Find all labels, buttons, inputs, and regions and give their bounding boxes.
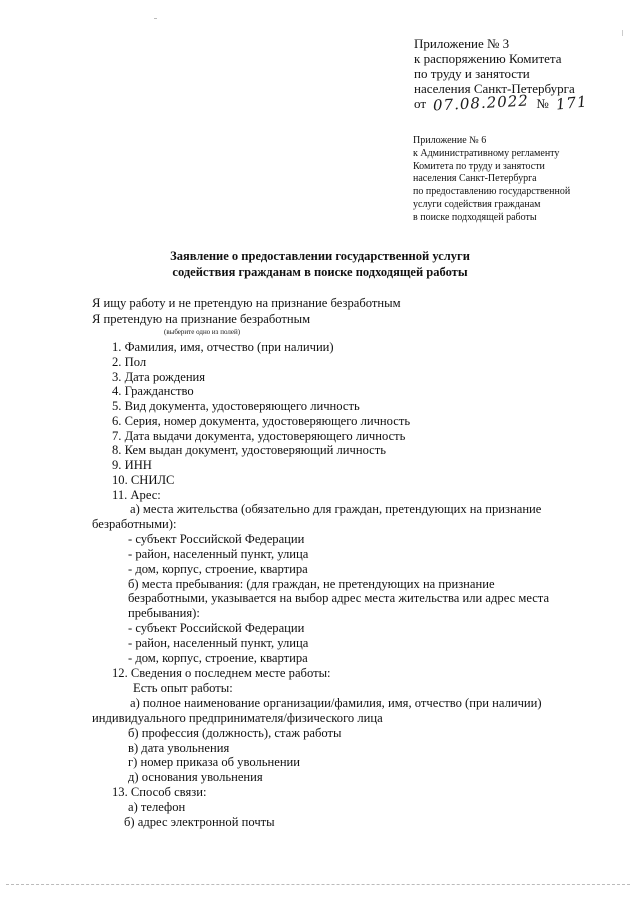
handwritten-date: 07.08.2022	[432, 91, 530, 115]
list-item: 6. Серия, номер документа, удостоверяющего личность	[112, 414, 411, 428]
scan-artifact	[154, 18, 157, 19]
appendix-6-line: услуги содействия гражданам	[413, 198, 541, 210]
last-job-item: г) номер приказа об увольнении	[128, 755, 301, 769]
appendix-6-line: по предоставлению государственной	[413, 186, 571, 198]
page-bottom-rule	[6, 884, 630, 885]
last-job-item: д) основания увольнения	[128, 770, 263, 784]
title-line: содействия гражданам в поиске подходящей работы	[172, 265, 468, 279]
appendix-6-line: к Административному регламенту	[413, 147, 560, 159]
title-line: Заявление о предоставлении государственной услуги	[170, 249, 470, 263]
list-item: 7. Дата выдачи документа, удостоверяющего личность	[112, 429, 406, 443]
choice-note: (выберите одно из полей)	[164, 328, 241, 336]
list-item: 8. Кем выдан документ, удостоверяющий личность	[112, 443, 387, 457]
list-item: 11. Арес:	[112, 488, 161, 502]
handwritten-number: 171	[555, 92, 589, 114]
list-item: 2. Пол	[112, 355, 147, 369]
scan-artifact	[622, 30, 623, 36]
list-item: 10. СНИЛС	[112, 473, 175, 487]
appendix-6-line: населения Санкт-Петербурга	[413, 173, 537, 185]
last-job-item: в) дата увольнения	[128, 741, 230, 755]
section-heading: 13. Способ связи:	[112, 785, 207, 799]
number-prefix: №	[536, 96, 549, 111]
address-b-text: безработными, указывается на выбор адрес места жительства или адрес места	[128, 591, 550, 605]
appendix-3-header	[414, 36, 589, 115]
last-job-item: индивидуального предпринимателя/физического лица	[92, 711, 383, 725]
address-sub-item: - субъект Российской Федерации	[128, 621, 305, 635]
last-job-item: Есть опыт работы:	[133, 681, 233, 695]
address-a-text: безработными):	[92, 517, 177, 531]
appendix-3-line: населения Санкт-Петербурга	[414, 81, 575, 96]
list-item: 4. Гражданство	[112, 384, 194, 398]
address-b-text: б) места пребывания: (для граждан, не претендующих на признание	[128, 577, 495, 591]
appendix-3-line: по труду и занятости	[414, 66, 530, 81]
last-job-item: б) профессия (должность), стаж работы	[128, 726, 342, 740]
choice-option-2[interactable]: Я претендую на признание безработным	[92, 312, 311, 326]
list-item: 5. Вид документа, удостоверяющего личность	[112, 399, 360, 413]
appendix-6-header	[413, 135, 570, 225]
last-job-item: а) полное наименование организации/фамилия, имя, отчество (при наличии)	[130, 696, 542, 710]
choice-option-1[interactable]: Я ищу работу и не претендую на признание безработным	[92, 296, 401, 310]
address-a-text: а) места жительства (обязательно для граждан, претендующих на признание	[130, 502, 542, 516]
address-b-text: пребывания):	[128, 606, 200, 620]
section-heading: 12. Сведения о последнем месте работы:	[112, 666, 331, 680]
appendix-3-line: к распоряжению Комитета	[414, 51, 562, 66]
list-item: 9. ИНН	[112, 458, 152, 472]
address-sub-item: - район, населенный пункт, улица	[128, 547, 309, 561]
list-item: 3. Дата рождения	[112, 370, 206, 384]
date-prefix: от	[414, 96, 427, 111]
appendix-3-line: Приложение № 3	[414, 36, 510, 51]
address-sub-item: - район, населенный пункт, улица	[128, 636, 309, 650]
address-sub-item: - дом, корпус, строение, квартира	[128, 651, 308, 665]
address-sub-item: - дом, корпус, строение, квартира	[128, 562, 308, 576]
contact-item: б) адрес электронной почты	[124, 815, 275, 829]
appendix-3-date-line	[414, 91, 589, 115]
document-title	[0, 248, 640, 280]
list-item: 1. Фамилия, имя, отчество (при наличии)	[112, 340, 334, 354]
address-sub-item: - субъект Российской Федерации	[128, 532, 305, 546]
appendix-6-line: Комитета по труду и занятости	[413, 160, 545, 172]
contact-item: а) телефон	[128, 800, 186, 814]
appendix-6-line: в поиске подходящей работы	[413, 211, 537, 223]
appendix-6-line: Приложение № 6	[413, 135, 487, 146]
